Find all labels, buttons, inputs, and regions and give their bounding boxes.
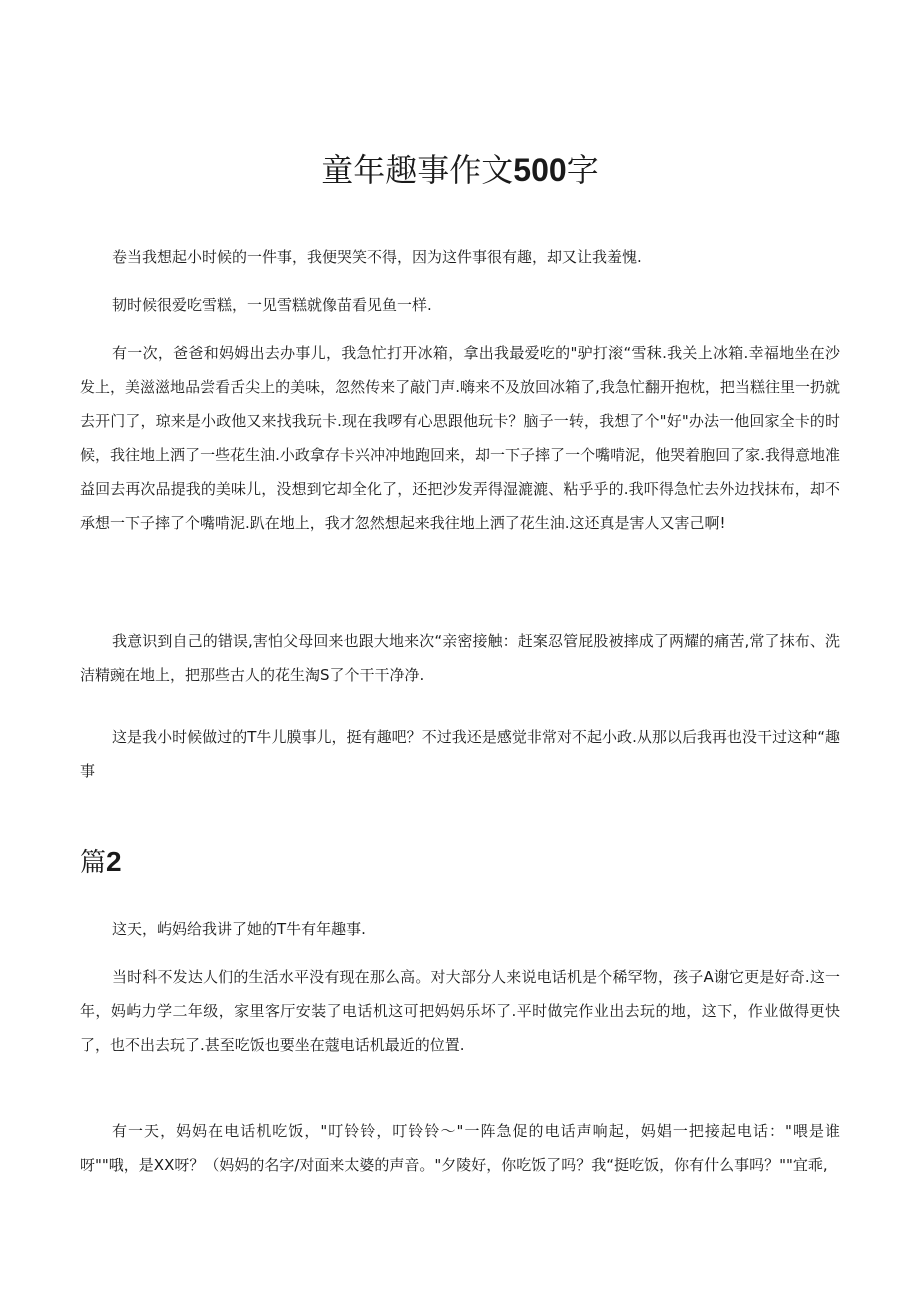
section-heading-number: 2 — [106, 846, 122, 877]
document-title — [0, 148, 920, 192]
title-suffix: 字 — [566, 151, 599, 189]
title-text: 童年趣事作文 — [321, 151, 514, 189]
section-heading-text: 篇 — [80, 848, 107, 878]
paragraph-3: 有一次，爸爸和妈姆出去办事儿，我急忙打开冰箱，拿出我最爱吃的"驴打滚“雪秣.我关上冰箱.幸福地坐在沙发上，美滋滋地品尝看舌尖上的美味，忽然传来了敲门声.嗨来不及放回冰箱了,我急忙翻开抱枕，把当糕往里一扔就去开门了，琼来是小政他又来找我玩卡.现在我啰有心思跟他玩卡？脑子一转，我想了个"好"办法一他回家全卡的时候，我往地上洒了一些花生油.小政拿存卡兴冲冲地跑回来，却一下子摔了一个嘴啃泥，他哭着胞回了家.我得意地准益回去再次品提我的美味儿，没想到它却全化了，还把沙发弄得湿漉漉、粘乎乎的.我吓得急忙去外边找抹布，却不承想一下子摔了个嘴啃泥.趴在地上，我才忽然想起来我往地上洒了花生油.这还真是害人又害己啊! — [80, 344, 840, 532]
title-number: 500 — [513, 152, 567, 188]
paragraph-4: 我意识到自己的错误,害怕父母回来也跟大地来次“亲密接触：赶案忍管屁股被摔成了两耀的痛苦,常了抹布、洗洁精豌在地上，把那些古人的花生淘S了个干干净净. — [80, 632, 840, 684]
paragraph-7: 当时科不发达人们的生活水平没有现在那么高。对大部分人来说电话机是个稀罕物，孩子A谢它更是好奇.这一年，妈屿力学二年级，家里客厅安装了电话机这可把妈妈乐坏了.平时做完作业出去玩的地，这下，作业做得更快了，也不出去玩了.甚至吃饭也要坐在蔻电话机最近的位置. — [80, 968, 840, 1054]
section-heading — [80, 842, 122, 883]
paragraph-2: 韧时候很爱吃雪糕，一见雪糕就像苗看见鱼一样. — [112, 296, 432, 314]
paragraph-5: 这是我小时候做过的T牛儿膜事儿，挺有趣吧？不过我还是感觉非常对不起小政.从那以后我再也没干过这种“趣事 — [80, 728, 840, 780]
paragraph-1: 卷当我想起小时候的一件事，我便哭笑不得，因为这件事很有趣，却又让我羞愧. — [112, 248, 642, 266]
paragraph-8: 有一天，妈妈在电话机吃饭，"叮铃铃，叮铃铃〜"一阵急促的电话声响起，妈娼一把接起电话："喂是谁呀""哦，是XX呀？（妈妈的名字/对面来太婆的声音。"夕陵好，你吃饭了吗？我“挺吃饭，你有什么事吗？""宜乖, — [80, 1122, 840, 1174]
paragraph-6: 这天，屿妈给我讲了她的T牛有年趣事. — [112, 920, 366, 938]
